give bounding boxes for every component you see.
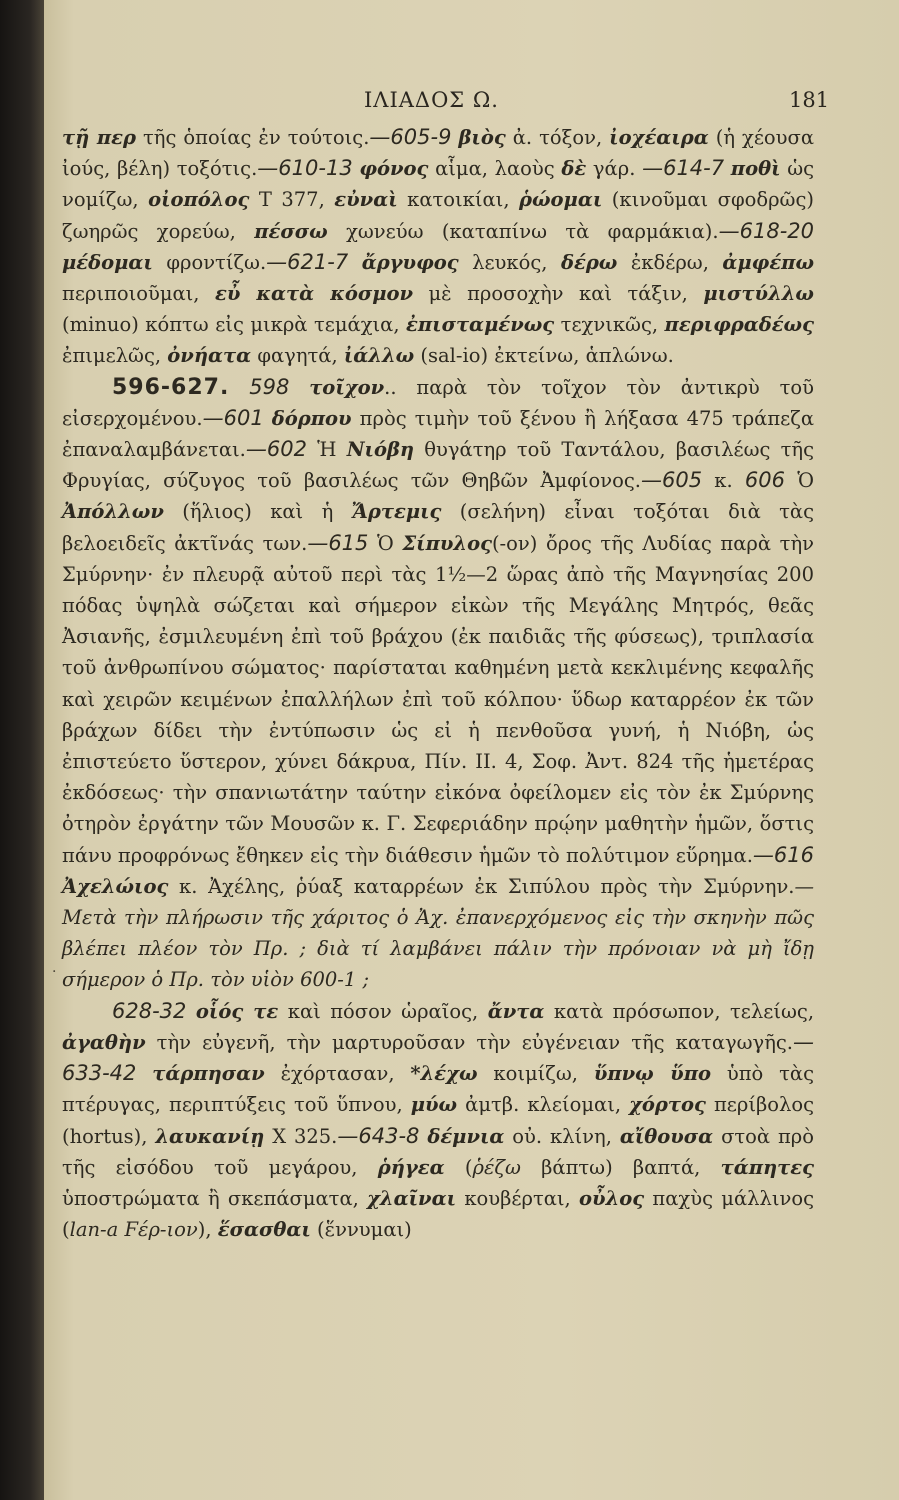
text-run: Ἡ [306,438,347,462]
lemma: ἐπισταμένως [406,313,555,337]
lemma: εὐναὶ [334,188,398,212]
text-run: πρὸς τιμὴν τοῦ ξένου ἢ λήξασα 475 τράπεζα ἐπαναλαμβάνεται. [62,406,814,462]
lemma: φόνος [359,157,429,181]
line-ref: —610-13 [257,156,353,181]
lemma: ἕσασθαι [217,1218,311,1242]
text-run: στοὰ πρὸ τῆς εἰσόδου τοῦ μεγάρου, [62,1124,814,1179]
text-run: (ἡ χέουσα ἰούς, βέλη) τοξότις. [62,126,815,181]
text-run: φαγητά, [251,344,344,368]
text-run: κατὰ πρόσωπον, τελείως, [544,999,815,1023]
line-ref: —621-7 [266,249,349,274]
text-run: (ἕννυμαι) [310,1218,412,1242]
text-run: ἀ. τόξον, [505,126,610,149]
lemma: Ἀπόλλων [62,500,164,524]
text-run: (sal-io) ἐκτείνω, ἁπλώνω. [414,344,674,368]
text-run: ὑποστρώματα ἢ σκεπάσματα, [62,1186,368,1210]
italic-note: lan-a Ϝέρ-ιον [69,1218,198,1242]
text-run [264,407,272,430]
text-run: τεχνικῶς, [554,313,665,337]
line-ref: 628-32 [112,998,187,1023]
text-run: (minuo) κόπτω εἰς μικρὰ τεμάχια, [62,313,406,337]
lemma: ἀγαθὴν [62,1030,146,1054]
lemma: Ἄρτεμις [351,500,442,524]
lemma: ὕπνῳ ὕπο [593,1062,711,1086]
text-run [724,157,731,180]
section-ref: 596-627. [112,374,230,400]
text-run [289,376,309,399]
line-ref: —633-42 [62,1029,814,1086]
line-ref: —615 [307,530,369,555]
text-run: ἐπιμελῶς, [62,344,168,368]
text-run: (-ον) ὄρος τῆς Λυδίας παρὰ τὴν Σμύρνην· ἐν πλευρᾷ αὐτοῦ περὶ τὰς 1½—2 ὥρας ἀπὸ τῆς Μαγνησίας 200 πόδας ὑψηλὰ σώζεται καὶ σήμερον εἰκὼν τῆς Μεγάλης Μητρός, θεᾶς Ἀσιανῆς, ἐσμιλευμένη ἐπὶ τοῦ βράχου (ἐκ παιδιᾶς τῆς φύσεως), τριπλασία τοῦ ἀνθρωπίνου σώματος· παρίσταται καθημένη μετὰ κεκλιμένης κεφαλῆς καὶ χειρῶν κειμένων ἐπαλλήλων ἐπὶ τοῦ κόλπου· ὕδωρ καταρρέον ἐκ τῶν βράχων δίδει τὴν ἐντύπωσιν ὡς εἰ ἡ πενθοῦσα γυνή, ἡ Νιόβη, ὡς ἐπιστεύετο ὕστερον, χύνει δάκρυα, Πίν. II. 4, Σοφ. Ἀντ. 824 τῆς ἡμετέρας ἐκδόσεως· τὴν σπανιωτάτην ταύτην εἰκόνα ὀφείλομεν εἰς τὸν ἐκ Σμύρνης ὀτηρὸν ἐργάτην τῶν Μουσῶν κ. Γ. Σεφεριάδην πρῴην μαθητὴν ἡμῶν, ὅστις πάνυ προφρόνως ἔθηκεν εἰς τὴν διάθεσιν ἡμῶν τὸ πολύτιμον εὕρημα. [62,531,814,867]
lemma: οὖλος [579,1186,645,1210]
text-run: .. παρὰ τὸν τοῖχον τὸν ἀντικρὺ τοῦ εἰσερχομένου. [62,375,815,430]
line-ref: 598 [249,374,290,399]
lemma: αἴθουσα [619,1124,714,1148]
text-run: περιποιοῦμαι, [62,282,215,306]
line-ref: —601 [202,405,264,430]
lemma: τῇ περ [62,126,136,149]
lemma: μέδομαι [62,250,153,274]
lemma: μιστύλλω [703,282,814,306]
italic-note: —Μετὰ τὴν πλήρωσιν τῆς χάριτος ὁ Ἀχ. ἐπανερχόμενος εἰς τὴν σκηνὴν πῶς βλέπει πλέον τὸν Πρ. ; διὰ τί λαμβάνει πάλιν τὴν πρόνοιαν νὰ μὴ ἴδῃ σήμερον ὁ Πρ. τὸν υἱὸν 600-1 ; [62,874,814,992]
line-ref: 606 [744,468,785,493]
text-run: κατοικίαι, [397,188,520,212]
lemma: Σίπυλος [402,531,492,555]
text-run: Ὁ [785,469,814,493]
lemma: βιὸς [458,126,506,149]
text-run: ( [444,1155,473,1179]
text-run: ἀμτβ. κλείομαι, [457,1093,630,1117]
lemma: ἀμφέπω [722,250,815,274]
page-binding-edge [0,0,44,1500]
italic-note: ῥέζω [472,1155,521,1179]
text-run: περίβολος (hortus), [62,1093,815,1148]
lemma: χόρτος [629,1093,706,1117]
text-run: ἐχόρτασαν, [264,1062,411,1086]
text-run: (ἥλιος) καὶ ἡ [163,500,352,524]
text-run: (σελήνη) εἶναι τοξόται διὰ τὰς βελοειδεῖς ἀκτῖνάς των. [62,500,814,555]
margin-mark: · [52,964,57,980]
lemma: δέρω [560,250,618,274]
text-run: Χ 325. [264,1124,338,1148]
line-ref: —643-8 [337,1123,420,1148]
lemma: Νιόβη [346,438,415,462]
lemma: δὲ [561,157,587,181]
line-ref: —605-9 [369,125,452,149]
line-ref: —602 [245,437,307,462]
paragraph-596-627 [62,372,814,996]
text-run: καὶ πόσον ὡραῖος, [278,999,488,1023]
text-run: ὑπὸ τὰς πτέρυγας, περιπτύξεις τοῦ ὕπνου, [62,1062,815,1117]
text-run: γάρ. [586,157,643,181]
lemma: δέμνια [427,1124,505,1148]
text-run: Ὁ [368,531,403,555]
text-run [348,251,362,274]
line-ref: —605 [640,468,703,493]
text-run: (κινοῦμαι σφοδρῶς) ζωηρῶς χορεύω, [62,188,814,243]
line-ref: —618-20 [718,218,814,243]
paragraph-628-648 [62,996,814,1246]
lemma: πέσσω [254,219,328,243]
lemma: ῥήγεα [377,1155,445,1179]
lemma: ἰοχέαιρα [609,126,709,149]
lemma: *λέχω [410,1062,478,1086]
lemma: τοῖχον [309,375,385,399]
text-run [229,376,249,399]
lemma: χλαῖναι [367,1186,457,1210]
text-run: κ. Ἀχέλης, ῥύαξ καταρρέων ἐκ Σιπύλου πρὸς τὴν Σμύρνην. [168,874,795,898]
text-run: λευκός, [458,250,561,274]
text-run [136,1062,152,1085]
lemma: ῥώομαι [519,188,603,212]
lemma: ὀνήατα [167,344,252,368]
text-run: χωνεύω (καταπίνω τὰ φαρμάκια). [327,219,719,243]
line-ref: —614-7 [642,156,725,181]
text-run: μὲ προσοχὴν καὶ τάξιν, [413,282,704,306]
lemma: μύω [410,1093,458,1117]
text-run: ἐκδέρω, [617,250,723,274]
lemma: δόρπου [271,406,352,430]
text-run: αἷμα, λαοὺς [428,157,562,181]
text-run: παχὺς μάλλινος ( [62,1186,814,1242]
text-run: κ. [702,469,745,493]
lemma: τάπητες [720,1155,815,1179]
lemma: τάρπησαν [152,1062,265,1086]
lemma: οἷός τε [195,999,279,1023]
lemma: ἄντα [487,999,545,1023]
text-run: κουβέρται, [456,1186,580,1210]
line-ref: —616 [752,842,814,867]
commentary-body [62,122,814,1245]
text-run: τῆς ὁποίας ἐν τούτοις. [136,126,370,149]
text-run: ὡς νομίζω, [62,157,815,212]
text-run [186,1000,196,1023]
text-run: οὐ. κλίνη, [504,1124,620,1148]
text-run: Τ 377, [249,188,335,212]
lemma: οἰοπόλος [148,188,250,212]
running-title: ΙΛΙΑΔΟΣ Ω. [364,88,499,112]
lemma: περιφραδέως [664,313,814,337]
text-run: ), [197,1218,218,1242]
paragraph-614-627 [62,122,814,372]
text-run: βάπτω) βαπτά, [520,1155,721,1179]
lemma: ποθὶ [730,157,781,181]
lemma: Ἀχελώιος [62,874,169,898]
text-run: τὴν εὐγενῆ, τὴν μαρτυροῦσαν τὴν εὐγένειαν τῆς καταγωγῆς. [145,1030,793,1054]
lemma: ἰάλλω [343,344,415,368]
running-header [44,88,899,118]
lemma: εὖ κατὰ κόσμον [214,282,414,306]
text-run: φροντίζω. [152,250,267,274]
page-number: 181 [789,88,830,112]
text-run: θυγάτηρ τοῦ Ταντάλου, βασιλέως τῆς Φρυγίας, σύζυγος τοῦ βασιλέως τῶν Θηβῶν Ἀμφίονος. [62,438,815,493]
text-run: κοιμίζω, [477,1062,594,1086]
lemma: ἄργυφος [361,250,459,274]
lemma: λαυκανίῃ [155,1124,265,1148]
